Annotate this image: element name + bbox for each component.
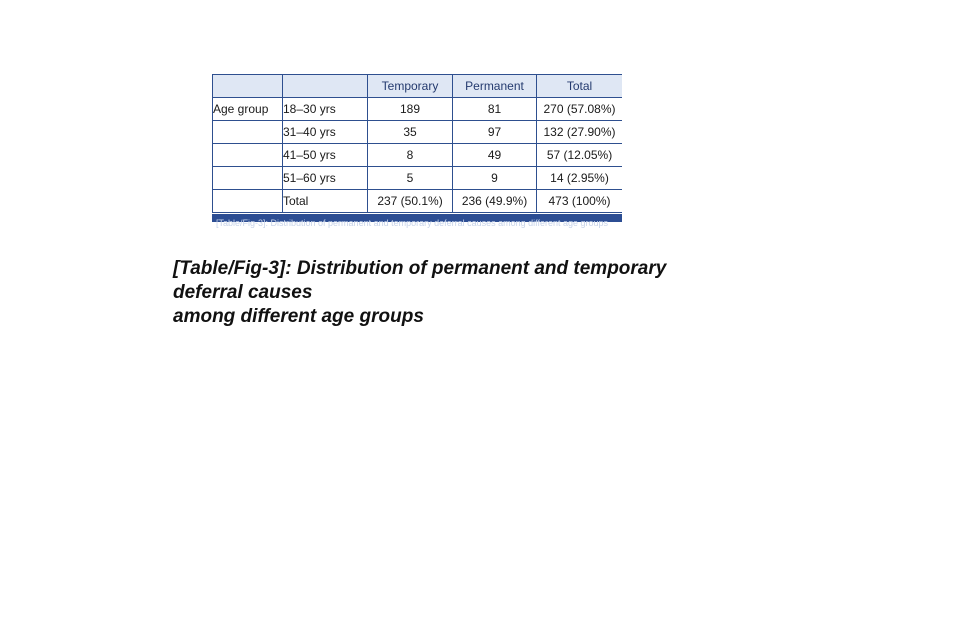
permanent-cell: 81 bbox=[453, 98, 537, 121]
temporary-cell: 35 bbox=[368, 121, 453, 144]
table-row bbox=[213, 98, 623, 121]
total-cell: 57 (12.05%) bbox=[537, 144, 623, 167]
table-header-row bbox=[213, 75, 623, 98]
total-cell: 14 (2.95%) bbox=[537, 167, 623, 190]
grand-total-cell: 473 (100%) bbox=[537, 190, 623, 213]
total-cell: 270 (57.08%) bbox=[537, 98, 623, 121]
temporary-cell: 189 bbox=[368, 98, 453, 121]
age-group-spacer bbox=[213, 167, 283, 190]
header-temporary: Temporary bbox=[368, 75, 453, 98]
permanent-cell: 97 bbox=[453, 121, 537, 144]
age-group-spacer bbox=[213, 121, 283, 144]
total-permanent-cell: 236 (49.9%) bbox=[453, 190, 537, 213]
embedded-caption-strip bbox=[212, 214, 622, 228]
row-label: 18–30 yrs bbox=[283, 98, 368, 121]
table-total-row bbox=[213, 190, 623, 213]
table-row bbox=[213, 167, 623, 190]
data-table-container bbox=[212, 74, 622, 222]
caption-line-3: among different age groups bbox=[173, 306, 424, 327]
total-temporary-cell: 237 (50.1%) bbox=[368, 190, 453, 213]
total-row-blank bbox=[213, 190, 283, 213]
header-total: Total bbox=[537, 75, 623, 98]
permanent-cell: 9 bbox=[453, 167, 537, 190]
total-row-label: Total bbox=[283, 190, 368, 213]
permanent-cell: 49 bbox=[453, 144, 537, 167]
row-label: 31–40 yrs bbox=[283, 121, 368, 144]
header-cell-category bbox=[283, 75, 368, 98]
deferral-table bbox=[212, 74, 622, 213]
temporary-cell: 8 bbox=[368, 144, 453, 167]
figure-caption bbox=[173, 257, 813, 329]
temporary-cell: 5 bbox=[368, 167, 453, 190]
age-group-spacer bbox=[213, 144, 283, 167]
age-group-label: Age group bbox=[213, 98, 283, 121]
header-permanent: Permanent bbox=[453, 75, 537, 98]
header-cell-group bbox=[213, 75, 283, 98]
embedded-caption-text: [Table/Fig-3]: Distribution of permanent and temporary deferral causes among different age groups bbox=[216, 218, 609, 228]
row-label: 41–50 yrs bbox=[283, 144, 368, 167]
caption-line-2: deferral causes bbox=[173, 282, 313, 303]
total-cell: 132 (27.90%) bbox=[537, 121, 623, 144]
row-label: 51–60 yrs bbox=[283, 167, 368, 190]
caption-line-1: [Table/Fig-3]: Distribution of permanent and temporary bbox=[173, 258, 667, 279]
table-row bbox=[213, 121, 623, 144]
table-row bbox=[213, 144, 623, 167]
